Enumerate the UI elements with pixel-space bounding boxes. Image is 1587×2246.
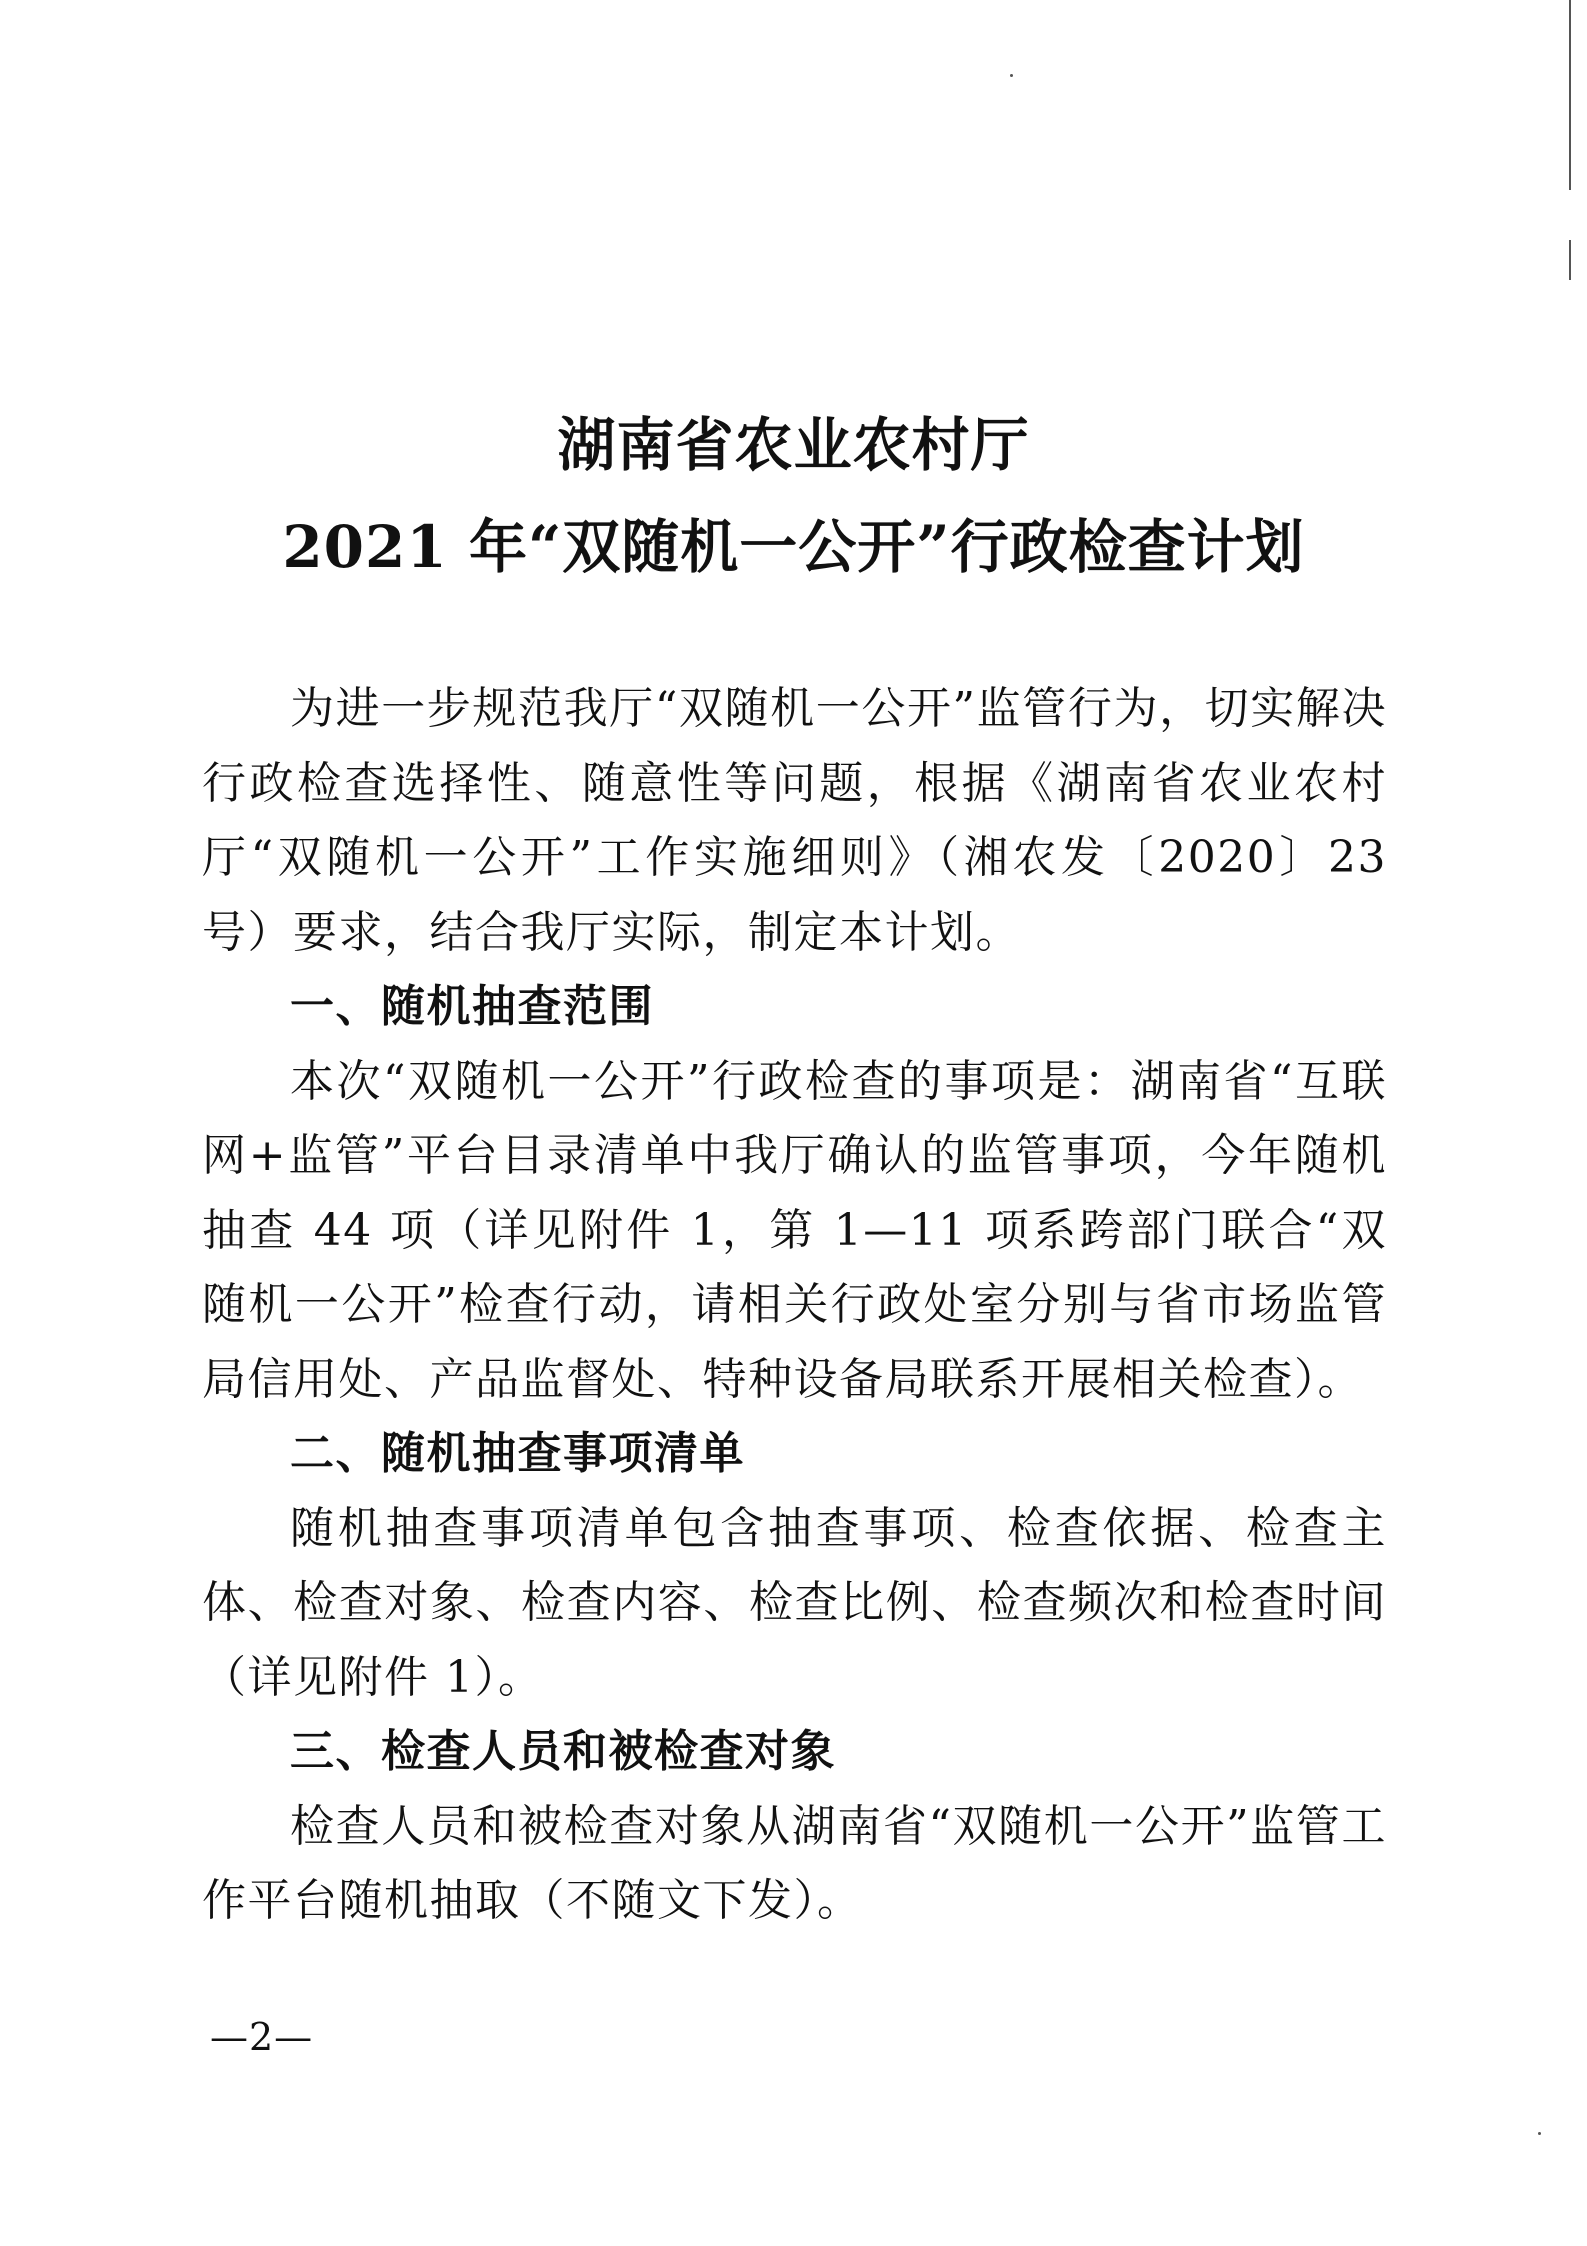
body-paragraph-personnel: 检查人员和被检查对象从湖南省“双随机一公开”监管工作平台随机抽取（不随文下发）。 — [202, 1800, 1387, 1926]
section-heading-2: 二、随机抽查事项清单 — [290, 1428, 745, 1479]
scan-speck — [1538, 2132, 1541, 2135]
scan-edge-line — [1569, 240, 1571, 280]
body-paragraph-list: 随机抽查事项清单包含抽查事项、检查依据、检查主体、检查对象、检查内容、检查比例、检查频次和检查时间（详见附件 1）。 — [202, 1502, 1387, 1703]
document-title-line1: 湖南省农业农村厅 — [557, 411, 1030, 479]
body-paragraph-intro: 为进一步规范我厅“双随机一公开”监管行为，切实解决行政检查选择性、随意性等问题，根据《湖南省农业农村厅“双随机一公开”工作实施细则》（湘农发〔2020〕23 号）要求，结合我厅实际，制定本计划。 — [202, 683, 1387, 958]
section-heading-1: 一、随机抽查范围 — [290, 981, 654, 1032]
scan-speck — [1010, 74, 1013, 77]
document-body — [202, 672, 1387, 1939]
document-title-line2: 2021 年“双随机一公开”行政检查计划 — [282, 513, 1305, 581]
page-number: —2— — [210, 2015, 314, 2059]
scan-edge-line — [1569, 0, 1571, 190]
section-heading-3: 三、检查人员和被检查对象 — [290, 1726, 836, 1777]
body-paragraph-scope: 本次“双随机一公开”行政检查的事项是：湖南省“互联网+监管”平台目录清单中我厅确认的监管事项，今年随机抽查 44 项（详见附件 1，第 1—11 项系跨部门联合“双随机一公开”检查行动，请相关行政处室分别与省市场监管局信用处、产品监督处、特种设备局联系开展相关检查）。 — [202, 1055, 1387, 1405]
